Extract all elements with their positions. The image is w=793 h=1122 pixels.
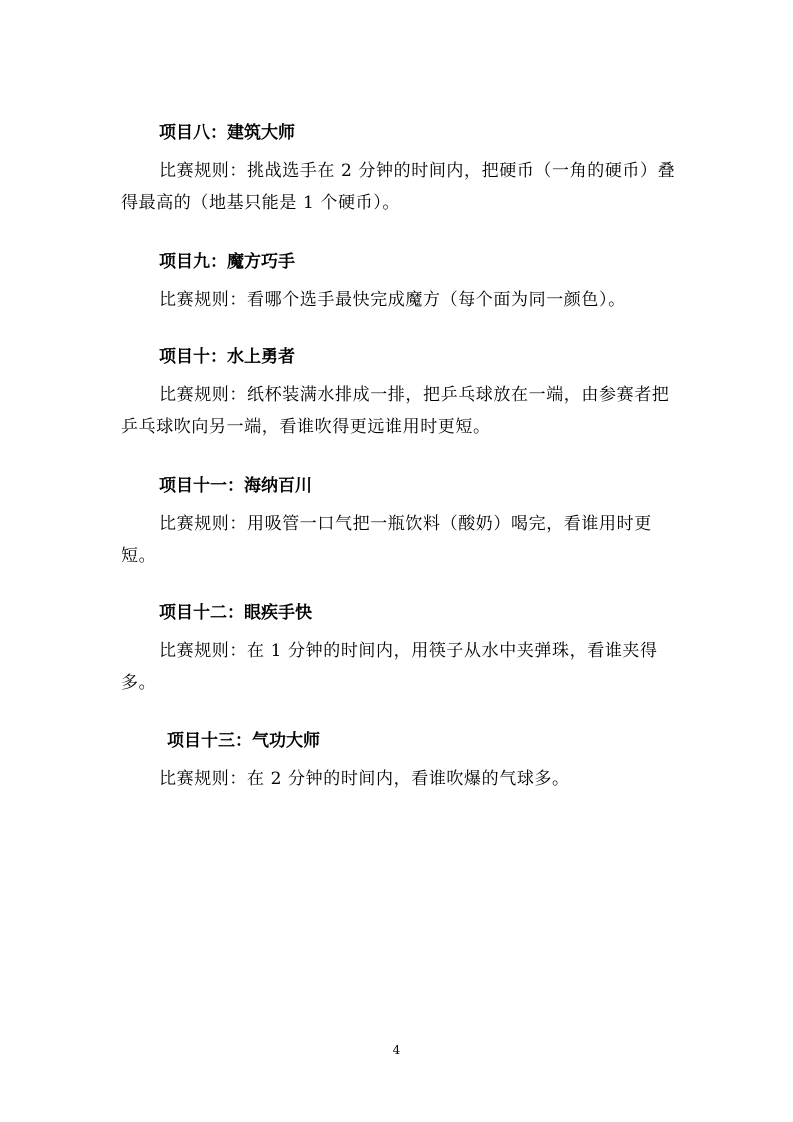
item-9 (121, 252, 681, 316)
item-title: 项目十二：眼疾手快 (159, 603, 312, 623)
item-title: 项目十一：海纳百川 (159, 476, 312, 496)
page-number: 4 (392, 1043, 401, 1057)
item-title: 项目十三：气功大师 (167, 731, 320, 751)
item-title: 项目八：建筑大师 (159, 123, 295, 143)
item-rule: 比赛规则：看哪个选手最快完成魔方（每个面为同一颜色）。 (159, 290, 626, 310)
item-rule: 比赛规则：在 1 分钟的时间内，用筷子从水中夹弹珠，看谁夹得多。 (121, 641, 658, 693)
item-11 (121, 476, 681, 572)
item-10 (121, 347, 681, 443)
item-title: 项目九：魔方巧手 (159, 252, 295, 272)
item-8 (121, 123, 681, 219)
item-rule: 比赛规则：纸杯装满水排成一排，把乒乓球放在一端，由参赛者把乒乓球吹向另一端，看谁吹得更远谁用时更短。 (121, 385, 670, 437)
item-12 (121, 603, 681, 699)
item-rule: 比赛规则：用吸管一口气把一瓶饮料（酸奶）喝完，看谁用时更短。 (121, 514, 652, 566)
item-rule: 比赛规则：挑战选手在 2 分钟的时间内，把硬币（一角的硬币）叠得最高的（地基只能是 1 个硬币）。 (121, 161, 676, 213)
item-rule: 比赛规则：在 2 分钟的时间内，看谁吹爆的气球多。 (159, 769, 570, 789)
item-title: 项目十：水上勇者 (159, 347, 295, 367)
item-13 (121, 731, 681, 795)
